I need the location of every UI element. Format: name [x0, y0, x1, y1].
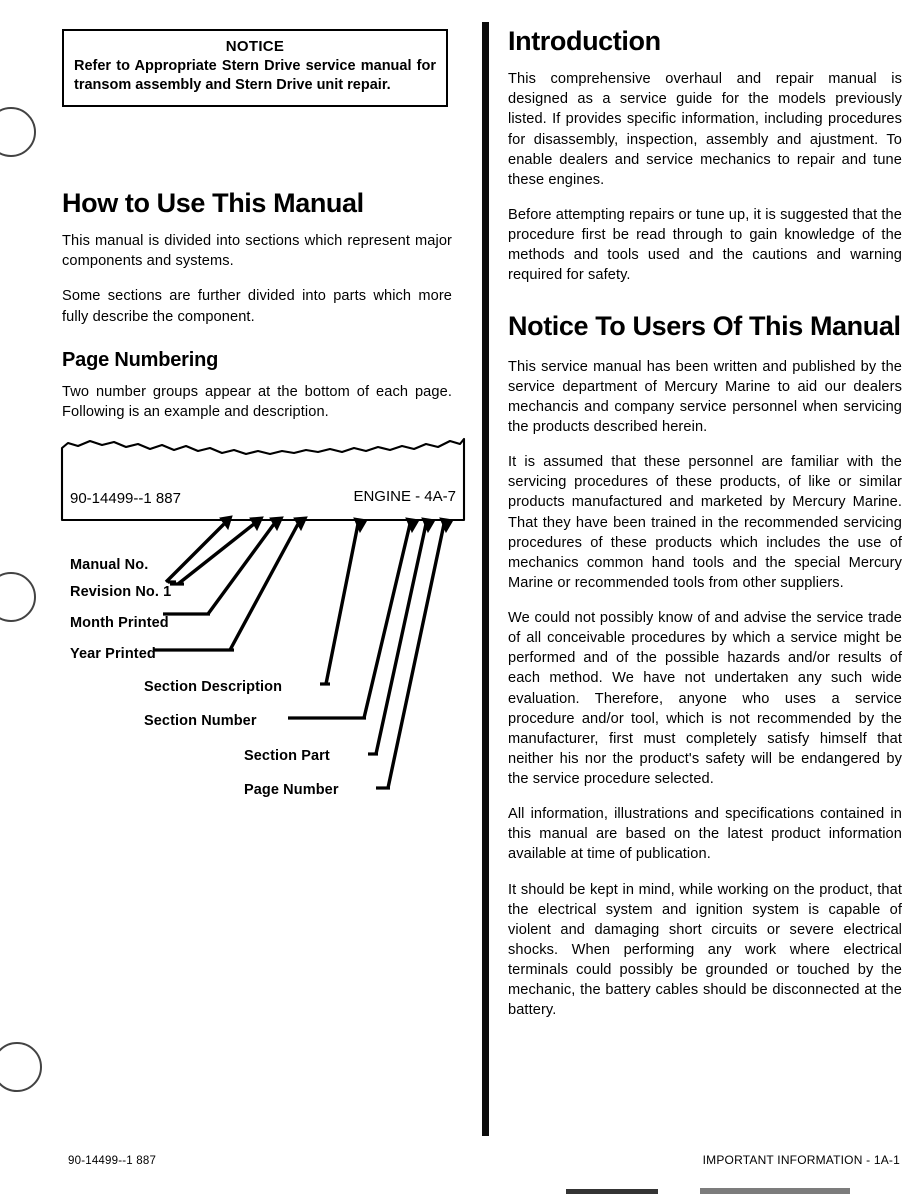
- paragraph: It should be kept in mind, while working on the product, that the electrical system and ignition system is capable of violent and damaging short circuits or severe electrical shocks. When performing any work where electrical terminals could possibly be grounded or touched by the mechanic, the battery cables should be disconnected at the battery.: [508, 881, 902, 1019]
- paragraph: It is assumed that these personnel are familiar with the servicing procedures of these products, of like or similar products manufactured and marketed by Mercury Marine. That they have been trained in the recommended servicing procedures of these products which includes the use of mechanics common hand tools and the special Mercury Marine or recommended tools from other suppliers.: [508, 454, 902, 591]
- how-to-use-section: [62, 188, 452, 422]
- callout-year-printed: Year Printed: [70, 646, 156, 662]
- scan-artifact: [566, 1189, 658, 1194]
- callout-section-part: Section Part: [244, 748, 330, 764]
- callout-revision-no: Revision No. 1: [70, 584, 172, 600]
- page-title: How to Use This Manual: [62, 188, 364, 218]
- introduction-heading: Introduction: [508, 26, 661, 56]
- section-subtitle: Page Numbering: [62, 348, 219, 371]
- callout-month-printed: Month Printed: [70, 615, 169, 631]
- page-numbering-diagram: [58, 432, 468, 802]
- paragraph: Before attempting repairs or tune up, it is suggested that the procedure first be read through to gain knowledge of the methods and tools used and the cautions and warning required for safety.: [508, 206, 902, 284]
- scan-artifact: [700, 1188, 850, 1194]
- paragraph: We could not possibly know of and advise the service trade of all conceivable procedures by which a service might be performed and of the possible hazards and/or results of each method. We have not undertaken any such wide evaluation. Therefore, anyone who uses a service procedure and/or tool, which is not recommended by the manufacturer, first must completely satisfy himself that neither his nor the product's safety will be endangered by the service procedure selected.: [508, 610, 902, 788]
- paragraph: This manual is divided into sections which represent major components and systems.: [62, 233, 452, 270]
- callout-page-number: Page Number: [244, 782, 339, 798]
- introduction-section: [508, 26, 902, 1020]
- hole-punch-icon: [0, 107, 36, 157]
- notice-box: [62, 29, 448, 107]
- notice-title: NOTICE: [225, 38, 285, 55]
- callout-section-description: Section Description: [144, 679, 283, 695]
- hole-punch-icon: [0, 1042, 42, 1092]
- paragraph: Two number groups appear at the bottom of each page. Following is an example and description.: [62, 383, 452, 420]
- callout-section-number: Section Number: [144, 713, 257, 729]
- footer-part-number: 90-14499--1 887: [68, 1155, 157, 1167]
- hole-punch-icon: [0, 572, 36, 622]
- example-section-reference: ENGINE - 4A-7: [353, 488, 456, 505]
- paragraph: This comprehensive overhaul and repair manual is designed as a service guide for the models previously listed. If provides specific information, including procedures for disassembly, inspection, assembly and ajustment. To enable dealers and service mechanics to repair and tune these engines.: [508, 71, 902, 188]
- paragraph: All information, illustrations and specifications contained in this manual are based on the latest product information available at time of publication.: [508, 806, 902, 863]
- callout-manual-no: Manual No.: [70, 557, 149, 573]
- notice-to-users-heading: Notice To Users Of This Manual: [508, 311, 901, 342]
- footer-section-reference: IMPORTANT INFORMATION - 1A-1: [702, 1153, 900, 1167]
- column-divider: [482, 22, 489, 1136]
- paragraph: This service manual has been written and published by the service department of Mercury Marine to aid our dealers mechancis and company service personnel when servicing the products described herein.: [508, 358, 902, 436]
- paragraph: Some sections are further divided into parts which more fully describe the component.: [62, 288, 452, 325]
- notice-body: Refer to Appropriate Stern Drive service manual for transom assembly and Stern Drive unit repair.: [74, 58, 436, 94]
- example-part-number: 90-14499--1 887: [70, 490, 181, 507]
